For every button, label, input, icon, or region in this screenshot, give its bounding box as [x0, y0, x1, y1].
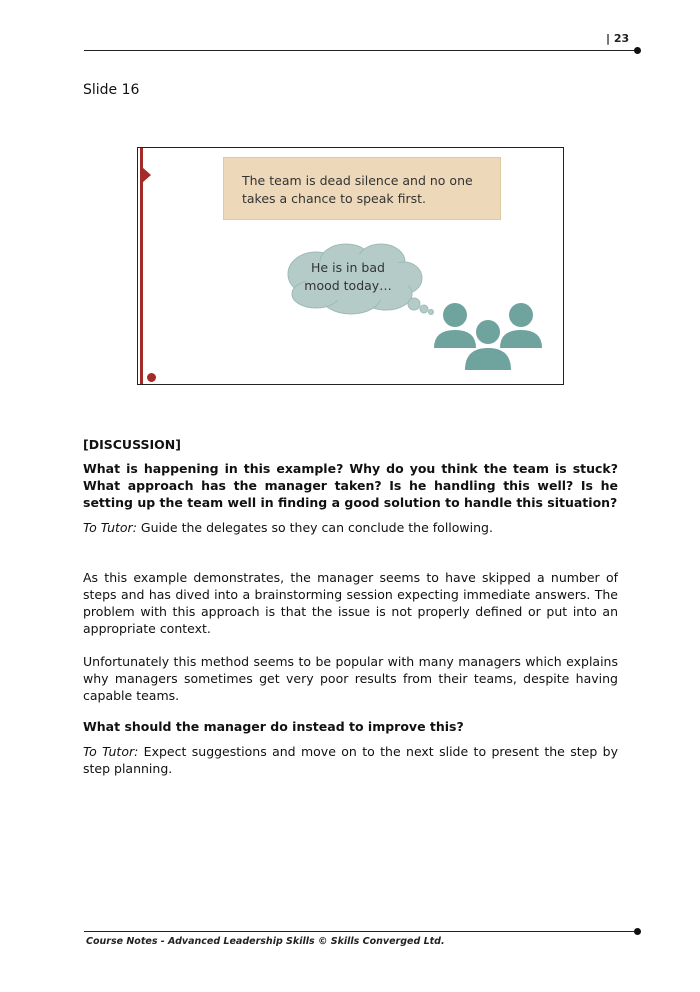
header-rule — [84, 50, 638, 51]
page-number: | 23 — [606, 32, 630, 45]
discussion-question-2: What should the manager do instead to improve this? — [83, 719, 464, 734]
paragraph-2: Unfortunately this method seems to be popular with many managers which explains why managers sometimes get very poor results from their teams, despite having capable teams. — [83, 654, 618, 703]
discussion-heading: [DISCUSSION] — [83, 437, 181, 452]
slide-accent-triangle — [142, 167, 151, 183]
slide-accent-dot — [147, 373, 156, 382]
slide-label: Slide 16 — [83, 82, 140, 98]
paragraph-1: As this example demonstrates, the manager seems to have skipped a number of steps and has dived into a brainstorming session expecting immediate answers. The problem with this approach is that the issue is not properly defined or put into an appropriate context. — [83, 570, 618, 636]
rule-end-dot — [634, 47, 641, 54]
tutor-note-2 — [83, 743, 618, 777]
discussion-question: What is happening in this example? Why do you think the team is stuck? What approach has the manager taken? Is he handling this well? Is he setting up the team well in finding a good solution to handle this situation? — [83, 461, 618, 510]
tutor-text-1: Guide the delegates so they can conclude the following. — [136, 520, 493, 535]
thought-text — [298, 259, 398, 295]
footer-rule — [84, 931, 638, 932]
footer-rule-end-dot — [634, 928, 641, 935]
tutor-note-1 — [83, 519, 618, 536]
slide-note-box: The team is dead silence and no one takes a chance to speak first. — [223, 157, 501, 220]
slide-image — [137, 147, 564, 385]
slide-accent-bar — [140, 148, 143, 384]
footer-text: Course Notes - Advanced Leadership Skills © Skills Converged Ltd. — [86, 936, 445, 947]
thought-line-1: He is in bad — [311, 260, 385, 275]
tutor-text-2: Expect suggestions and move on to the next slide to present the step by step planning. — [83, 744, 618, 776]
tutor-label-2: To Tutor: — [83, 744, 139, 759]
team-people-icon — [431, 300, 546, 374]
tutor-label-1: To Tutor: — [83, 520, 137, 535]
thought-line-2: mood today… — [304, 278, 392, 293]
